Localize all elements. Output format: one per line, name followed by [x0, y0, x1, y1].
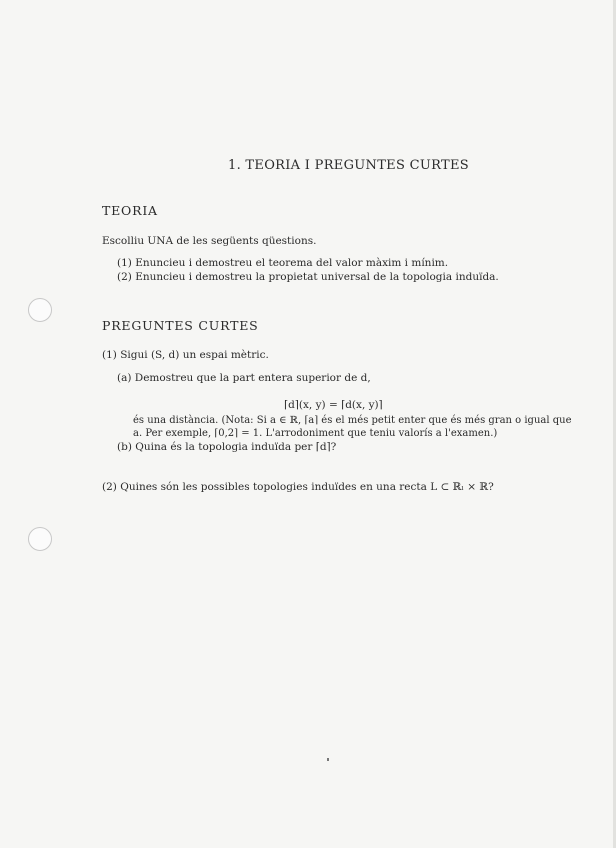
teoria-heading: TEORIA [102, 203, 158, 218]
preguntes-heading: PREGUNTES CURTES [102, 318, 259, 333]
question-1a-formula: ⌈d⌉(x, y) = ⌈d(x, y)⌉ [284, 399, 383, 411]
teoria-item-1: (1) Enuncieu i demostreu el teorema del valor màxim i mínim. [117, 257, 449, 269]
page-number-mark [327, 758, 329, 761]
question-1a: (a) Demostreu que la part entera superior de d, [117, 372, 371, 384]
punch-hole-icon [28, 527, 52, 551]
question-1b: (b) Quina és la topologia induïda per ⌈d⌉? [117, 441, 337, 453]
punch-hole-icon [28, 298, 52, 322]
teoria-item-2: (2) Enuncieu i demostreu la propietat universal de la topologia induïda. [117, 271, 499, 283]
question-2: (2) Quines són les possibles topologies induïdes en una recta L ⊂ ℝₗ × ℝ? [102, 481, 494, 493]
question-1a-note-line-2: a. Per exemple, ⌈0,2⌉ = 1. L'arrodoniment que teniu valorís a l'examen.) [133, 428, 498, 439]
question-1-intro: (1) Sigui (S, d) un espai mètric. [102, 349, 269, 361]
teoria-intro: Escolliu UNA de les següents qüestions. [102, 235, 317, 247]
page-title: 1. TEORIA I PREGUNTES CURTES [228, 158, 469, 173]
question-1a-note-line-1: és una distància. (Nota: Si a ∈ ℝ, ⌈a⌉ és el més petit enter que és més gran o igual que [133, 415, 572, 426]
